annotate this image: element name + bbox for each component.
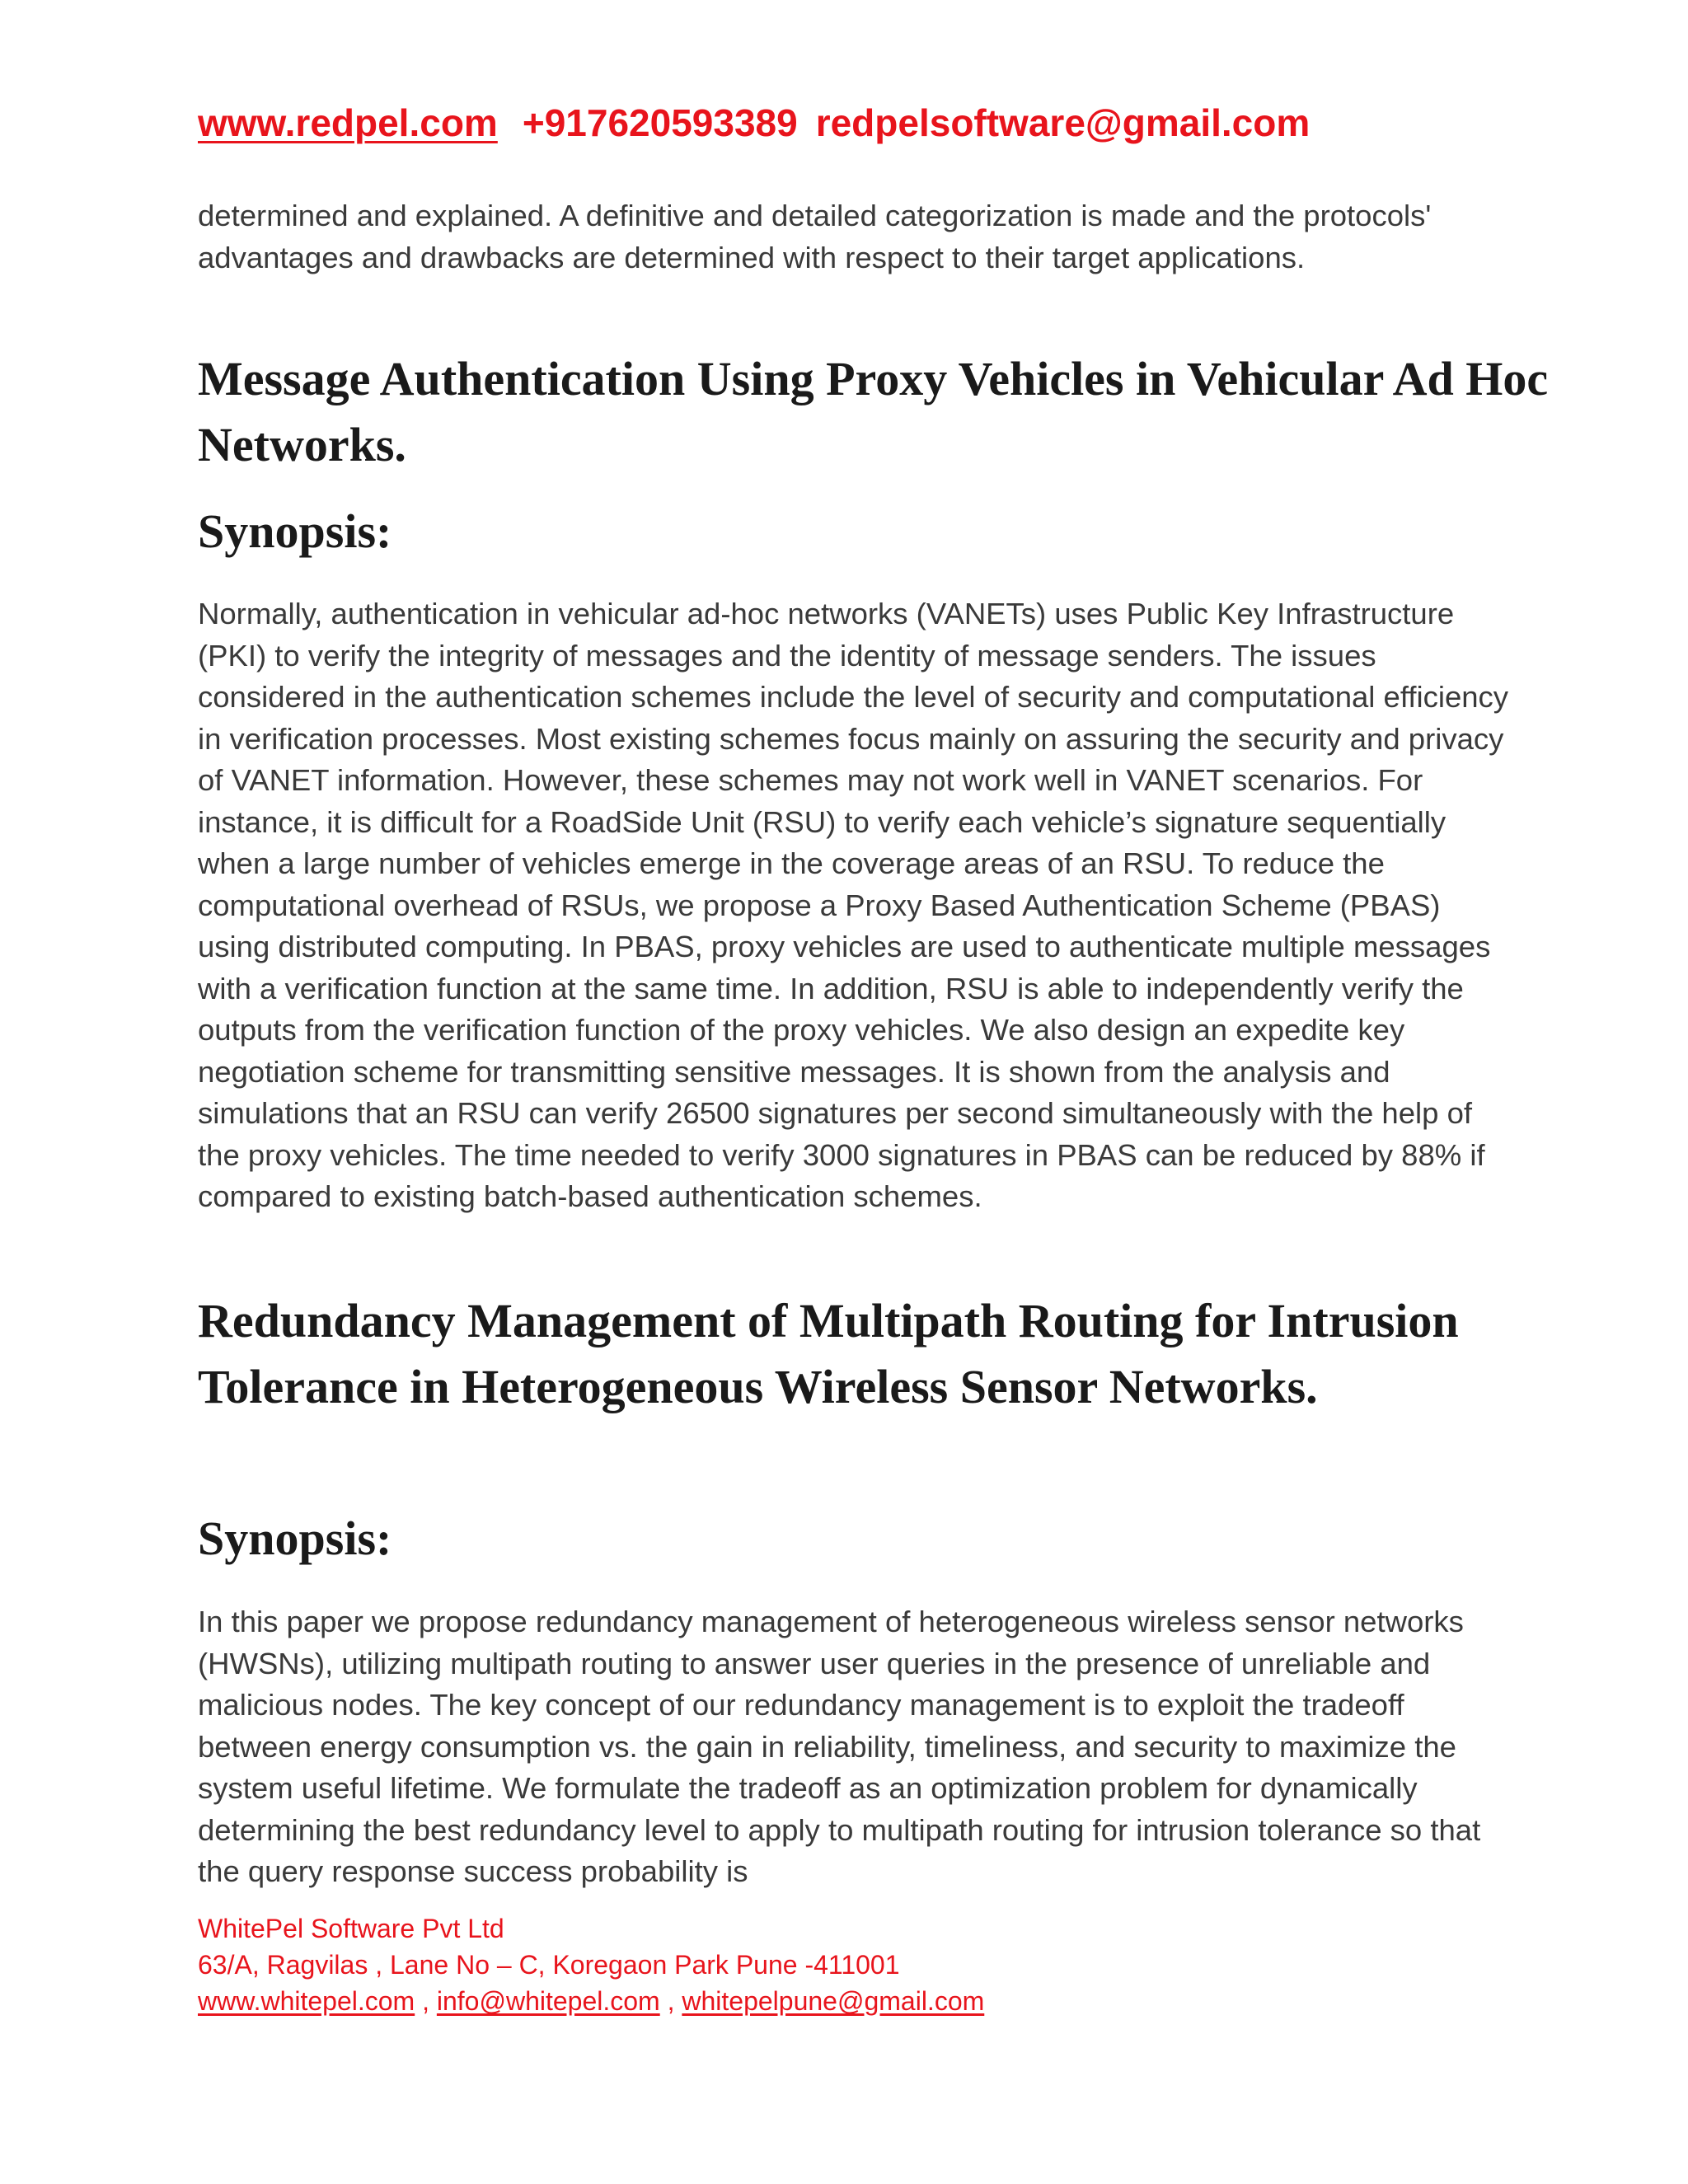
footer-separator: , xyxy=(415,1986,437,2016)
section-1-title: Message Authentication Using Proxy Vehicles in Vehicular Ad Hoc Networks. xyxy=(198,352,1549,471)
footer-info-email-link[interactable]: info@whitepel.com xyxy=(436,1986,660,2016)
section-2-title: Redundancy Management of Multipath Routing for Intrusion Tolerance in Heterogeneous Wireless Sensor Networks. xyxy=(198,1294,1459,1413)
section-2-body: In this paper we propose redundancy management of heterogeneous wireless sensor networks (HWSNs), utilizing multipath routing to answer user queries in the presence of unreliable and malicious nodes. The key concept of our redundancy management is to exploit the tradeoff between energy consumption vs. the gain in reliability, timeliness, and security to maximize the system useful lifetime. We formulate the tradeoff as an optimization problem for dynamically determining the best redundancy level to apply to multipath routing for intrusion tolerance so that the query response success probability is xyxy=(198,1605,1481,1888)
footer-address: 63/A, Ragvilas , Lane No – C, Koregaon Park Pune -411001 xyxy=(198,1950,900,1980)
intro-paragraph: determined and explained. A definitive and detailed categorization is made and the protocols' advantages and drawbacks are determined with respect to their target applications. xyxy=(198,199,1432,274)
section-2-synopsis-label: Synopsis: xyxy=(198,1511,392,1565)
header-contact-line xyxy=(198,101,1310,145)
section-1-synopsis-label: Synopsis: xyxy=(198,504,392,558)
header-email: redpelsoftware@gmail.com xyxy=(815,101,1311,144)
header-website-link[interactable]: www.redpel.com xyxy=(198,101,498,144)
footer-company: WhitePel Software Pvt Ltd xyxy=(198,1914,504,1943)
footer-separator: , xyxy=(659,1986,682,2016)
footer-website-link[interactable]: www.whitepel.com xyxy=(198,1986,415,2016)
header-phone: +917620593389 xyxy=(522,101,798,144)
section-1-body: Normally, authentication in vehicular ad-hoc networks (VANETs) uses Public Key Infrastructure (PKI) to verify the integrity of messages and the identity of message senders. The issues considered in the authentication schemes include the level of security and computational efficiency in verification processes. Most existing schemes focus mainly on assuring the security and privacy of VANET information. However, these schemes may not work well in VANET scenarios. For instance, it is difficult for a RoadSide Unit (RSU) to verify each vehicle’s signature sequentially when a large number of vehicles emerge in the coverage areas of an RSU. To reduce the computational overhead of RSUs, we propose a Proxy Based Authentication Scheme (PBAS) using distributed computing. In PBAS, proxy vehicles are used to authenticate multiple messages with a verification function at the same time. In addition, RSU is able to independently verify the outputs from the verification function of the proxy vehicles. We also design an expedite key negotiation scheme for transmitting sensitive messages. It is shown from the analysis and simulations that an RSU can verify 26500 signatures per second simultaneously with the help of the proxy vehicles. The time needed to verify 3000 signatures in PBAS can be reduced by 88% if compared to existing batch-based authentication schemes. xyxy=(198,597,1509,1213)
footer xyxy=(198,1910,984,2019)
footer-links xyxy=(198,1983,984,2019)
footer-pune-email-link[interactable]: whitepelpune@gmail.com xyxy=(682,1986,985,2016)
